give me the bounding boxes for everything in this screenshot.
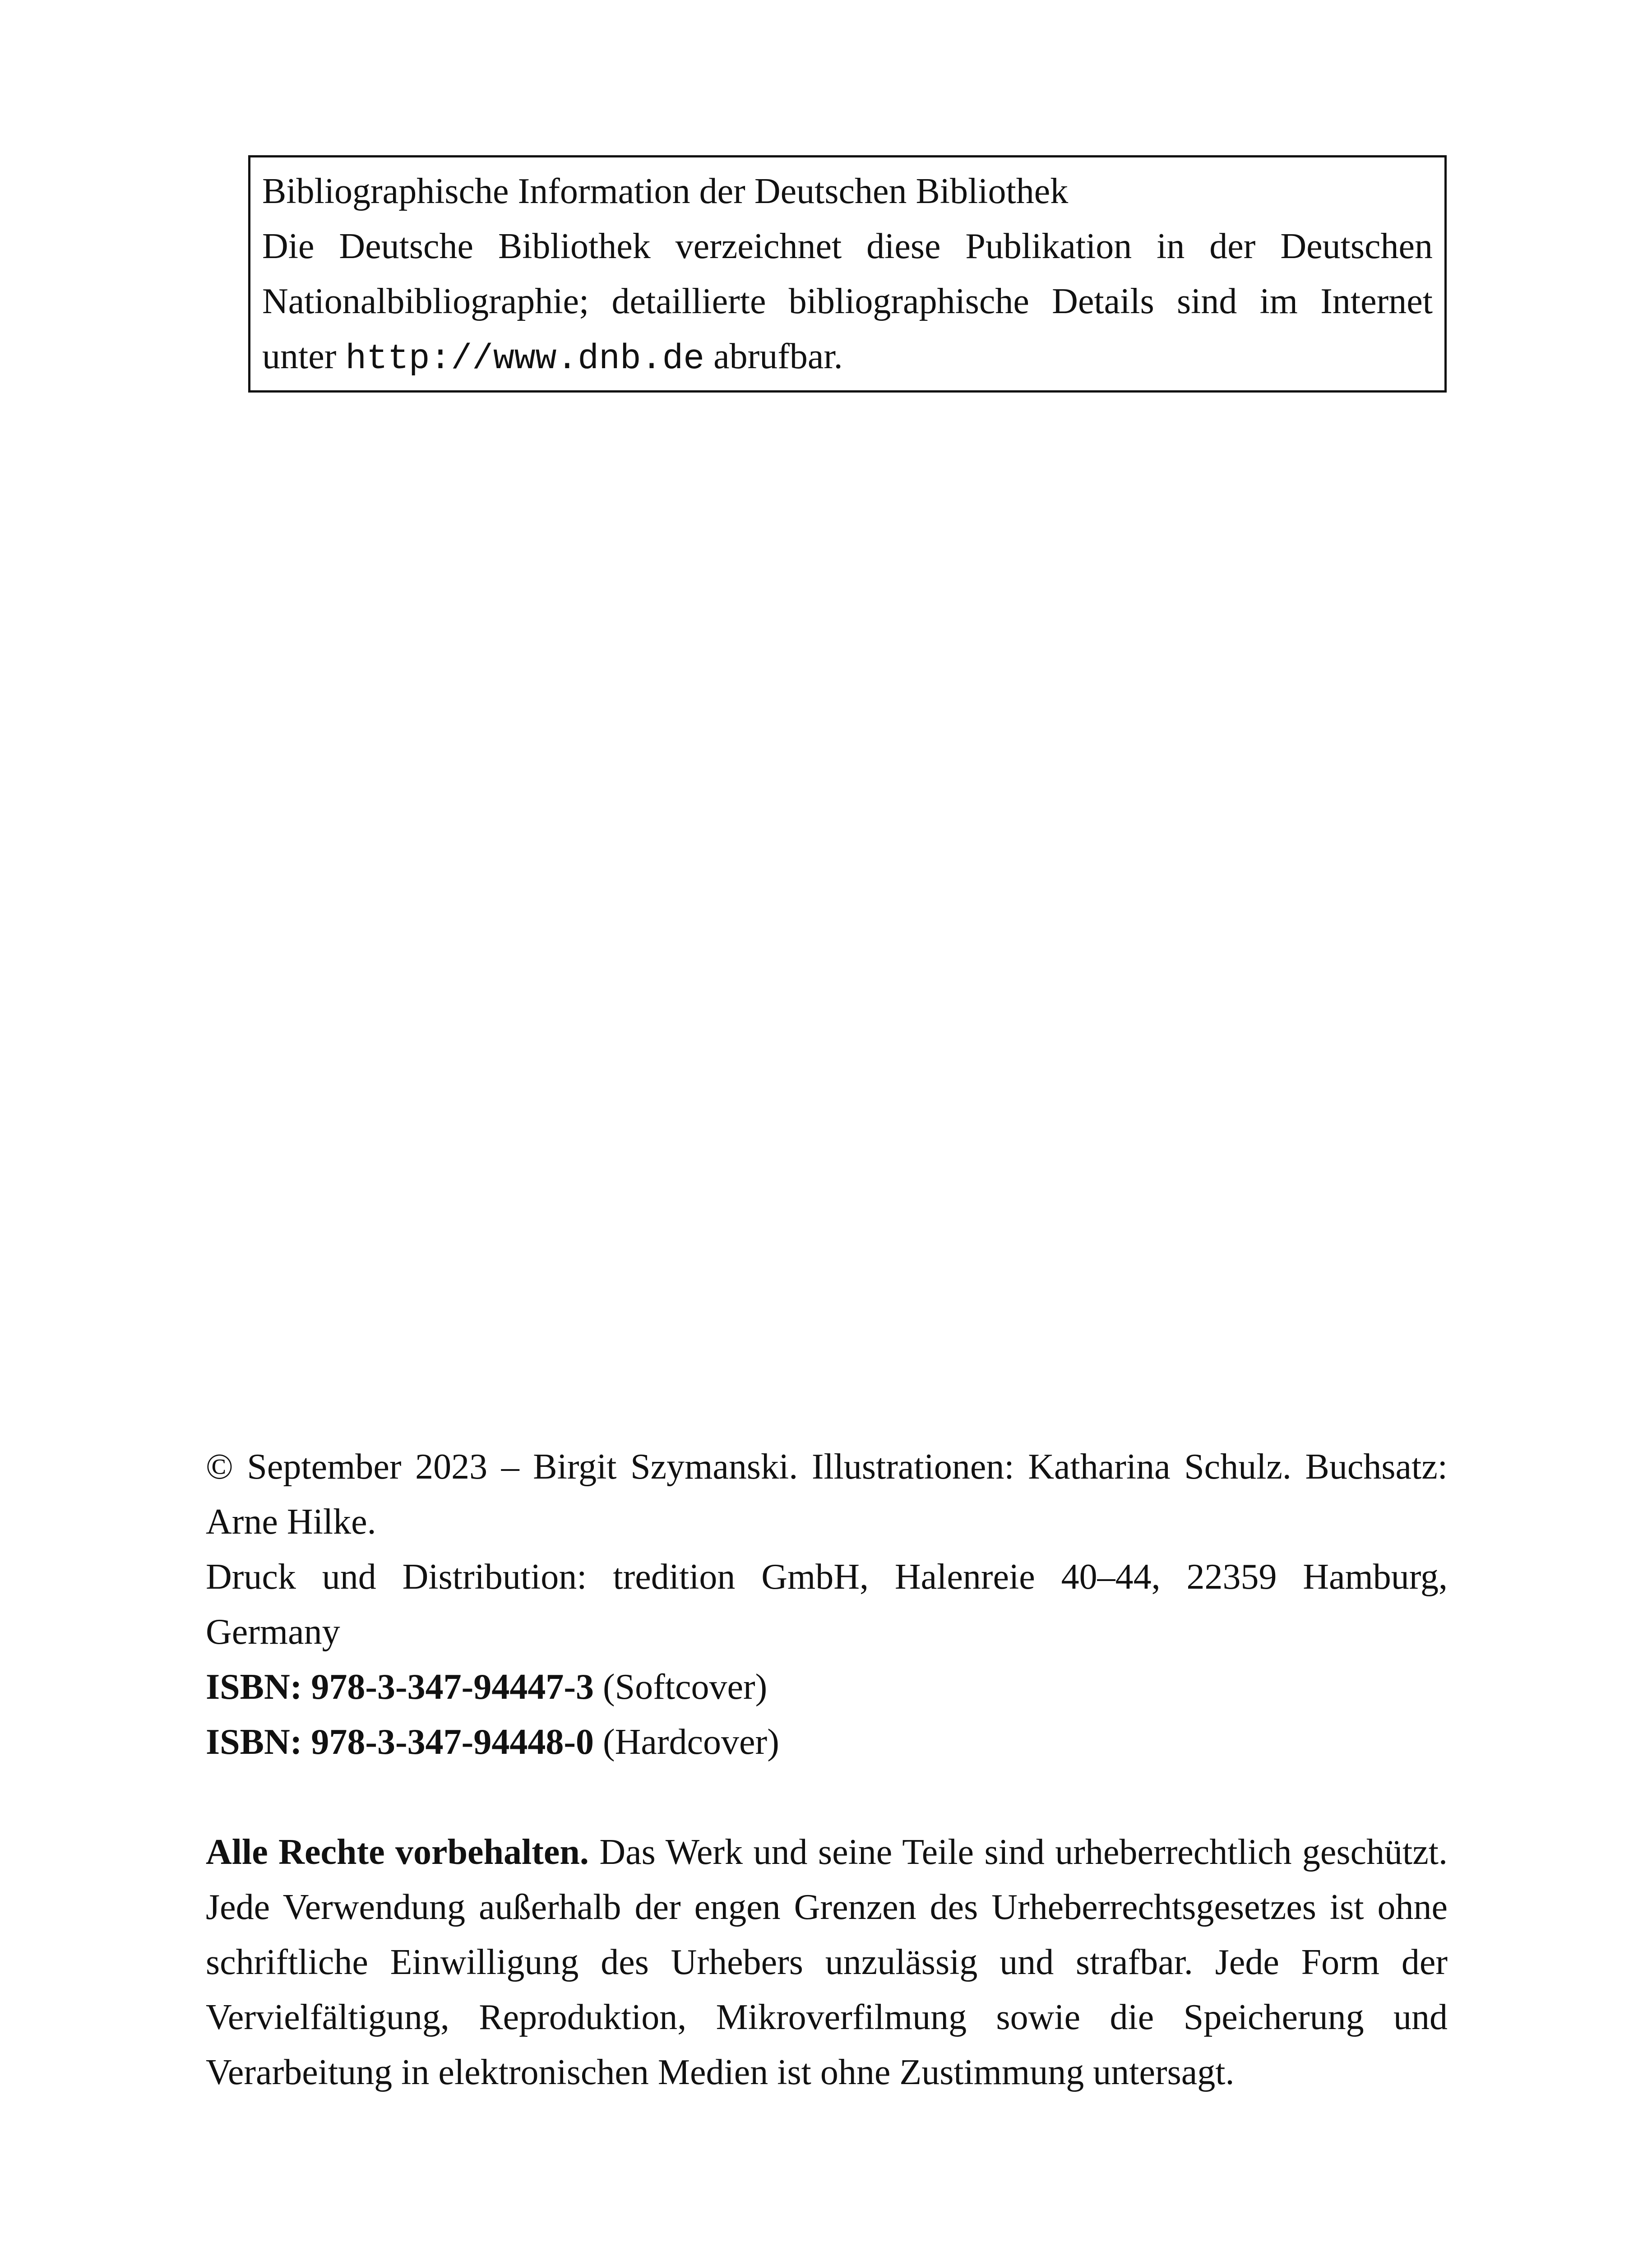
isbn-softcover-number: ISBN: 978-3-347-94447-3 [206,1667,594,1707]
isbn-hardcover [206,1715,1448,1770]
paragraph-gap [206,1770,1448,1825]
rights-paragraph [206,1825,1448,2100]
bibliographic-info-box [248,155,1447,393]
dnb-url-link[interactable]: http://www.dnb.de [345,339,705,379]
imprint-section [206,1439,1448,2100]
distribution-line: Druck und Distribution: tredition GmbH, Halenreie 40–44, 22359 Hamburg, Germany [206,1557,1448,1652]
rights-heading: Alle Rechte vorbehalten. [206,1832,589,1872]
bibliographic-text [262,227,1433,379]
isbn-hardcover-number: ISBN: 978-3-347-94448-0 [206,1722,594,1762]
copyright-line: © September 2023 – Birgit Szymanski. Illustrationen: Katharina Schulz. Buchsatz: Arne Hilke. [206,1447,1448,1542]
bibliographic-suffix: abrufbar. [713,337,843,376]
isbn-hardcover-type: (Hardcover) [602,1722,779,1762]
bibliographic-description: Die Deutsche Bibliothek verzeichnet diese Publikation in der Deutschen Nationalbibliographie; detaillierte bibliographische Details sind im Internet unter [262,227,1433,376]
isbn-softcover-type: (Softcover) [602,1667,768,1707]
bibliographic-heading: Bibliographische Information der Deutschen Bibliothek [262,171,1069,211]
isbn-softcover [206,1660,1448,1715]
rights-text: Das Werk und seine Teile sind urheberrechtlich geschützt. Jede Verwendung außerhalb der engen Grenzen des Urheberrechtsgesetzes ist ohne schriftliche Einwilligung des Urhebers unzulässig und strafbar. Jede Form der Vervielfältigung, Reproduktion, Mikroverfilmung sowie die Speicherung und Verarbeitung in elektronischen Medien ist ohne Zustimmung untersagt. [206,1832,1448,2092]
